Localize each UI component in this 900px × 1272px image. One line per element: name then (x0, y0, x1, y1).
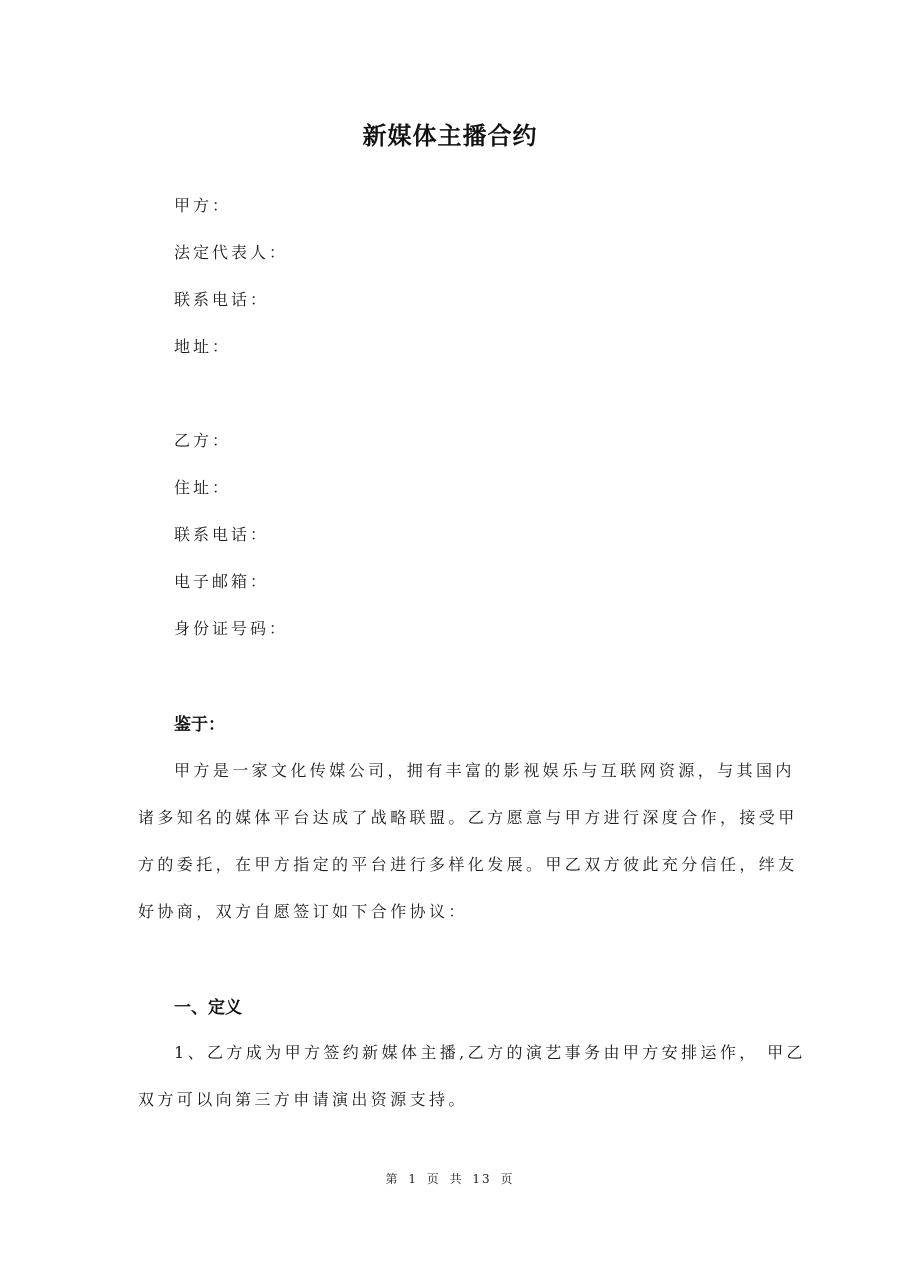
party-a-label: 甲方： (174, 196, 232, 215)
whereas-heading: 鉴于： (174, 715, 225, 735)
section-1-line-1: 1、乙方成为甲方签约新媒体主播,乙方的演艺事务由甲方安排运作， 甲乙 (174, 1043, 806, 1062)
whereas-line-4: 好协商，双方自愿签订如下合作协议： (138, 902, 468, 921)
whereas-line-1: 甲方是一家文化传媒公司，拥有丰富的影视娱乐与互联网资源，与其国内 (174, 761, 795, 780)
section-1-line-2: 双方可以向第三方申请演出资源支持。 (138, 1090, 468, 1109)
document-title: 新媒体主播合约 (362, 122, 538, 150)
section-1-heading: 一、定义 (174, 998, 242, 1018)
party-b-label: 乙方： (174, 431, 232, 450)
whereas-line-3: 方的委托，在甲方指定的平台进行多样化发展。甲乙双方彼此充分信任，绊友 (138, 855, 798, 874)
legal-representative-label: 法定代表人： (174, 243, 289, 262)
party-b-email-label: 电子邮箱： (174, 572, 270, 591)
party-b-id-number-label: 身份证号码： (174, 619, 289, 638)
page-number-footer: 第 1 页 共 13 页 (385, 1172, 515, 1186)
party-b-phone-label: 联系电话： (174, 525, 270, 544)
party-a-phone-label: 联系电话： (174, 290, 270, 309)
party-a-address-label: 地址： (174, 337, 232, 356)
whereas-line-2: 诸多知名的媒体平台达成了战略联盟。乙方愿意与甲方进行深度合作，接受甲 (138, 808, 798, 827)
party-b-residence-label: 住址： (174, 478, 232, 497)
